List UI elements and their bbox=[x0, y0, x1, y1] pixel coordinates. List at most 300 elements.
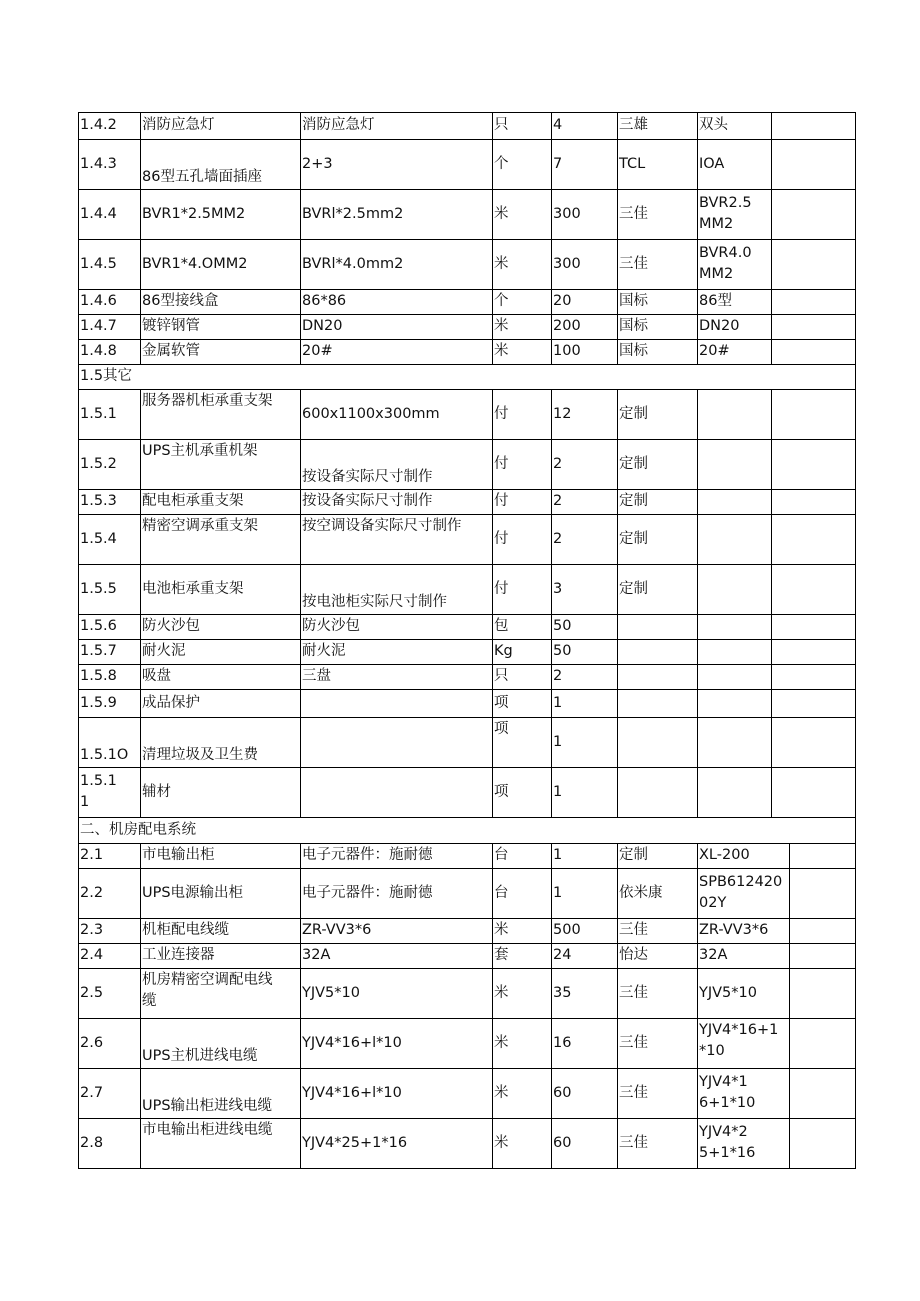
col-rule bbox=[78, 817, 79, 844]
col-rule bbox=[492, 389, 493, 440]
cell-qty: 60 bbox=[553, 1134, 572, 1151]
col-rule bbox=[551, 843, 552, 869]
cell-spec: ZR-VV3*6 bbox=[302, 922, 372, 938]
cell-model: DN20 bbox=[699, 318, 740, 334]
cell-spec: 86*86 bbox=[302, 293, 347, 309]
cell-qty: 4 bbox=[553, 117, 563, 133]
col-rule bbox=[771, 112, 772, 140]
col-rule bbox=[771, 564, 772, 615]
cell-model: YJV4*1 6+1*10 bbox=[699, 1074, 756, 1111]
col-rule bbox=[771, 489, 772, 515]
col-rule bbox=[855, 239, 856, 290]
col-rule bbox=[789, 968, 790, 1019]
cell-brand: 三佳 bbox=[619, 205, 648, 222]
col-rule bbox=[855, 943, 856, 969]
col-rule bbox=[140, 639, 141, 665]
cell-spec: 600x1100x300mm bbox=[302, 405, 440, 422]
cell-unit: 套 bbox=[494, 947, 509, 963]
col-rule bbox=[300, 1068, 301, 1119]
cell-spec: 电子元器件：施耐德 bbox=[302, 884, 433, 901]
col-rule bbox=[551, 639, 552, 665]
col-rule bbox=[492, 489, 493, 515]
cell-brand: 三雄 bbox=[619, 117, 648, 133]
cell-name: 消防应急灯 bbox=[142, 117, 215, 133]
col-rule bbox=[771, 389, 772, 440]
col-rule bbox=[855, 314, 856, 340]
col-rule bbox=[551, 439, 552, 490]
col-rule bbox=[697, 614, 698, 640]
cell-unit: 包 bbox=[494, 618, 509, 634]
col-rule bbox=[617, 439, 618, 490]
col-rule bbox=[492, 717, 493, 768]
col-rule bbox=[697, 1118, 698, 1169]
cell-qty: 2 bbox=[553, 668, 563, 684]
col-rule bbox=[78, 339, 79, 365]
cell-name: 镀锌钢管 bbox=[142, 318, 200, 334]
col-rule bbox=[697, 1018, 698, 1069]
col-rule bbox=[771, 139, 772, 190]
col-rule bbox=[551, 717, 552, 768]
col-rule bbox=[697, 968, 698, 1019]
col-rule bbox=[771, 514, 772, 565]
cell-spec: 消防应急灯 bbox=[302, 117, 375, 133]
cell-unit: 只 bbox=[494, 668, 509, 684]
col-rule bbox=[78, 189, 79, 240]
cell-no: 1.4.7 bbox=[80, 318, 117, 334]
col-rule bbox=[617, 189, 618, 240]
col-rule bbox=[300, 639, 301, 665]
col-rule bbox=[492, 767, 493, 818]
col-rule bbox=[855, 112, 856, 140]
cell-no: 1.5.8 bbox=[80, 668, 117, 684]
cell-model: SPB612420 02Y bbox=[699, 874, 783, 911]
col-rule bbox=[78, 689, 79, 718]
col-rule bbox=[140, 918, 141, 944]
cell-brand: 定制 bbox=[619, 455, 648, 472]
cell-brand: 定制 bbox=[619, 493, 648, 509]
cell-unit: 个 bbox=[494, 155, 509, 172]
col-rule bbox=[300, 614, 301, 640]
cell-spec: YJV5*10 bbox=[302, 984, 360, 1001]
row-rule bbox=[78, 1068, 856, 1069]
col-rule bbox=[697, 239, 698, 290]
col-rule bbox=[855, 564, 856, 615]
col-rule bbox=[78, 968, 79, 1019]
col-rule bbox=[697, 489, 698, 515]
cell-no: 1.5.9 bbox=[80, 694, 117, 711]
col-rule bbox=[300, 564, 301, 615]
cell-name: 86型接线盒 bbox=[142, 293, 219, 309]
col-rule bbox=[300, 868, 301, 919]
row-rule bbox=[78, 339, 856, 340]
col-rule bbox=[300, 717, 301, 768]
cell-qty: 16 bbox=[553, 1034, 572, 1051]
cell-no: 1.5.1O bbox=[80, 747, 129, 763]
col-rule bbox=[300, 767, 301, 818]
cell-spec: 电子元器件：施耐德 bbox=[302, 847, 433, 863]
cell-unit: 米 bbox=[494, 1084, 509, 1101]
col-rule bbox=[617, 943, 618, 969]
col-rule bbox=[617, 339, 618, 365]
col-rule bbox=[855, 489, 856, 515]
col-rule bbox=[697, 339, 698, 365]
cell-unit: 米 bbox=[494, 1034, 509, 1051]
col-rule bbox=[697, 717, 698, 768]
col-rule bbox=[140, 314, 141, 340]
cell-spec: 三盘 bbox=[302, 668, 331, 684]
col-rule bbox=[617, 689, 618, 718]
col-rule bbox=[789, 1118, 790, 1169]
col-rule bbox=[855, 139, 856, 190]
cell-spec: YJV4*16+l*10 bbox=[302, 1034, 402, 1051]
col-rule bbox=[697, 1068, 698, 1119]
col-rule bbox=[551, 664, 552, 690]
cell-no: 2.5 bbox=[80, 984, 104, 1001]
col-rule bbox=[300, 1118, 301, 1169]
col-rule bbox=[697, 564, 698, 615]
cell-qty: 1 bbox=[553, 694, 563, 711]
col-rule bbox=[78, 1018, 79, 1069]
cell-no: 2.2 bbox=[80, 884, 104, 901]
cell-qty: 7 bbox=[553, 155, 563, 172]
col-rule bbox=[617, 514, 618, 565]
col-rule bbox=[697, 664, 698, 690]
cell-unit: 米 bbox=[494, 255, 509, 272]
cell-unit: 米 bbox=[494, 343, 509, 359]
col-rule bbox=[140, 514, 141, 565]
cell-spec: BVRl*4.0mm2 bbox=[302, 255, 404, 272]
row-rule bbox=[78, 112, 856, 113]
cell-no: 1.4.4 bbox=[80, 205, 117, 222]
col-rule bbox=[855, 639, 856, 665]
cell-name: 配电柜承重支架 bbox=[142, 493, 244, 509]
col-rule bbox=[551, 868, 552, 919]
row-rule bbox=[78, 239, 856, 240]
cell-model: YJV4*2 5+1*16 bbox=[699, 1124, 756, 1161]
col-rule bbox=[771, 767, 772, 818]
cell-no: 1.4.2 bbox=[80, 117, 117, 133]
cell-qty: 1 bbox=[553, 733, 563, 750]
row-rule bbox=[78, 564, 856, 565]
col-rule bbox=[140, 339, 141, 365]
col-rule bbox=[697, 289, 698, 315]
cell-spec: YJV4*16+l*10 bbox=[302, 1084, 402, 1101]
col-rule bbox=[140, 843, 141, 869]
cell-unit: 付 bbox=[494, 493, 509, 509]
cell-unit: Kg bbox=[494, 643, 513, 659]
col-rule bbox=[492, 439, 493, 490]
cell-spec: 按设备实际尺寸制作 bbox=[302, 493, 433, 509]
col-rule bbox=[617, 1018, 618, 1069]
col-rule bbox=[78, 767, 79, 818]
cell-model: 20# bbox=[699, 343, 730, 359]
cell-qty: 2 bbox=[553, 493, 563, 509]
col-rule bbox=[492, 139, 493, 190]
row-rule bbox=[78, 364, 856, 365]
col-rule bbox=[300, 918, 301, 944]
cell-qty: 200 bbox=[553, 318, 581, 334]
row-rule bbox=[78, 514, 856, 515]
col-rule bbox=[789, 1068, 790, 1119]
cell-unit: 付 bbox=[494, 405, 509, 422]
cell-brand: 定制 bbox=[619, 530, 648, 547]
col-rule bbox=[551, 239, 552, 290]
col-rule bbox=[140, 664, 141, 690]
col-rule bbox=[771, 614, 772, 640]
cell-spec: 耐火泥 bbox=[302, 643, 346, 659]
col-rule bbox=[617, 717, 618, 768]
col-rule bbox=[617, 918, 618, 944]
col-rule bbox=[492, 1068, 493, 1119]
col-rule bbox=[78, 717, 79, 768]
col-rule bbox=[140, 289, 141, 315]
cell-no: 1.4.5 bbox=[80, 255, 117, 272]
cell-name: 机柜配电线缆 bbox=[142, 922, 229, 938]
col-rule bbox=[78, 843, 79, 869]
col-rule bbox=[855, 614, 856, 640]
col-rule bbox=[300, 239, 301, 290]
cell-spec: 按设备实际尺寸制作 bbox=[302, 469, 433, 485]
col-rule bbox=[300, 189, 301, 240]
cell-qty: 1 bbox=[553, 783, 563, 800]
col-rule bbox=[300, 968, 301, 1019]
cell-no: 2.3 bbox=[80, 922, 104, 938]
col-rule bbox=[789, 1018, 790, 1069]
row-rule bbox=[78, 817, 856, 818]
row-rule bbox=[78, 439, 856, 440]
cell-name: 金属软管 bbox=[142, 343, 200, 359]
col-rule bbox=[855, 767, 856, 818]
cell-spec: 按空调设备实际尺寸制作 bbox=[302, 518, 462, 534]
col-rule bbox=[492, 918, 493, 944]
cell-qty: 60 bbox=[553, 1084, 572, 1101]
row-rule bbox=[78, 664, 856, 665]
row-rule bbox=[78, 689, 856, 690]
cell-no: 1.5.1 bbox=[80, 405, 117, 422]
col-rule bbox=[78, 112, 79, 140]
col-rule bbox=[855, 717, 856, 768]
row-rule bbox=[78, 639, 856, 640]
cell-brand: 三佳 bbox=[619, 1134, 648, 1151]
col-rule bbox=[140, 389, 141, 440]
col-rule bbox=[617, 389, 618, 440]
col-rule bbox=[492, 968, 493, 1019]
col-rule bbox=[492, 1118, 493, 1169]
col-rule bbox=[492, 943, 493, 969]
cell-spec: 32A bbox=[302, 947, 331, 963]
cell-unit: 米 bbox=[494, 922, 509, 938]
cell-model: BVR4.0 MM2 bbox=[699, 245, 752, 282]
cell-qty: 20 bbox=[553, 293, 572, 309]
col-rule bbox=[140, 868, 141, 919]
cell-qty: 100 bbox=[553, 343, 581, 359]
col-rule bbox=[551, 289, 552, 315]
cell-brand: 国标 bbox=[619, 318, 648, 334]
col-rule bbox=[855, 1018, 856, 1069]
cell-brand: TCL bbox=[619, 155, 646, 172]
cell-name: 市电输出柜 bbox=[142, 847, 215, 863]
cell-name: 辅材 bbox=[142, 783, 171, 800]
cell-name: 服务器机柜承重支架 bbox=[142, 393, 273, 409]
cell-qty: 2 bbox=[553, 455, 563, 472]
col-rule bbox=[551, 189, 552, 240]
col-rule bbox=[617, 843, 618, 869]
cell-name: 86型五孔墙面插座 bbox=[142, 169, 262, 185]
cell-name: UPS主机进线电缆 bbox=[142, 1048, 258, 1064]
col-rule bbox=[697, 389, 698, 440]
col-rule bbox=[617, 664, 618, 690]
col-rule bbox=[78, 364, 79, 390]
col-rule bbox=[140, 489, 141, 515]
row-rule bbox=[78, 189, 856, 190]
row-rule bbox=[78, 614, 856, 615]
col-rule bbox=[300, 843, 301, 869]
col-rule bbox=[78, 514, 79, 565]
cell-brand: 三佳 bbox=[619, 1084, 648, 1101]
col-rule bbox=[140, 1018, 141, 1069]
col-rule bbox=[789, 843, 790, 869]
cell-no: 1.5.7 bbox=[80, 643, 117, 659]
col-rule bbox=[140, 717, 141, 768]
cell-name: 防火沙包 bbox=[142, 618, 200, 634]
cell-name: 工业连接器 bbox=[142, 947, 215, 963]
col-rule bbox=[697, 639, 698, 665]
cell-qty: 12 bbox=[553, 405, 572, 422]
col-rule bbox=[789, 868, 790, 919]
cell-model: YJV5*10 bbox=[699, 984, 757, 1001]
cell-brand: 三佳 bbox=[619, 255, 648, 272]
cell-unit: 米 bbox=[494, 318, 509, 334]
col-rule bbox=[617, 289, 618, 315]
col-rule bbox=[551, 314, 552, 340]
cell-brand: 定制 bbox=[619, 405, 648, 422]
col-rule bbox=[551, 943, 552, 969]
section-heading: 二、机房配电系统 bbox=[80, 821, 196, 838]
col-rule bbox=[855, 189, 856, 240]
col-rule bbox=[551, 918, 552, 944]
col-rule bbox=[697, 112, 698, 140]
cell-brand: 依米康 bbox=[619, 884, 663, 901]
col-rule bbox=[78, 943, 79, 969]
cell-name: 电池柜承重支架 bbox=[142, 580, 244, 597]
col-rule bbox=[78, 389, 79, 440]
col-rule bbox=[617, 314, 618, 340]
cell-no: 1.5.2 bbox=[80, 455, 117, 472]
col-rule bbox=[140, 943, 141, 969]
col-rule bbox=[551, 139, 552, 190]
col-rule bbox=[492, 289, 493, 315]
col-rule bbox=[300, 339, 301, 365]
col-rule bbox=[492, 689, 493, 718]
materials-table bbox=[78, 112, 856, 1169]
col-rule bbox=[855, 843, 856, 869]
col-rule bbox=[140, 1118, 141, 1169]
cell-brand: 定制 bbox=[619, 580, 648, 597]
cell-model: BVR2.5 MM2 bbox=[699, 195, 752, 232]
col-rule bbox=[697, 843, 698, 869]
col-rule bbox=[140, 439, 141, 490]
col-rule bbox=[140, 112, 141, 140]
col-rule bbox=[551, 514, 552, 565]
cell-model: 32A bbox=[699, 947, 728, 963]
cell-qty: 50 bbox=[553, 643, 572, 659]
cell-unit: 项 bbox=[494, 721, 509, 737]
col-rule bbox=[492, 239, 493, 290]
col-rule bbox=[697, 689, 698, 718]
row-rule bbox=[78, 1168, 856, 1169]
col-rule bbox=[771, 189, 772, 240]
cell-qty: 24 bbox=[553, 947, 572, 963]
col-rule bbox=[771, 314, 772, 340]
col-rule bbox=[551, 614, 552, 640]
row-rule bbox=[78, 139, 856, 140]
cell-spec: 20# bbox=[302, 343, 333, 359]
col-rule bbox=[78, 439, 79, 490]
cell-model: IOA bbox=[699, 155, 725, 172]
col-rule bbox=[300, 139, 301, 190]
col-rule bbox=[492, 868, 493, 919]
col-rule bbox=[855, 918, 856, 944]
cell-name: 耐火泥 bbox=[142, 643, 186, 659]
col-rule bbox=[551, 767, 552, 818]
col-rule bbox=[300, 439, 301, 490]
cell-name: UPS输出柜进线电缆 bbox=[142, 1098, 273, 1114]
col-rule bbox=[617, 564, 618, 615]
col-rule bbox=[551, 564, 552, 615]
col-rule bbox=[551, 968, 552, 1019]
col-rule bbox=[140, 239, 141, 290]
col-rule bbox=[300, 314, 301, 340]
col-rule bbox=[300, 489, 301, 515]
col-rule bbox=[771, 664, 772, 690]
col-rule bbox=[300, 689, 301, 718]
col-rule bbox=[78, 1068, 79, 1119]
col-rule bbox=[697, 439, 698, 490]
cell-brand: 三佳 bbox=[619, 984, 648, 1001]
col-rule bbox=[855, 1118, 856, 1169]
col-rule bbox=[140, 564, 141, 615]
cell-unit: 付 bbox=[494, 530, 509, 547]
col-rule bbox=[617, 639, 618, 665]
col-rule bbox=[492, 339, 493, 365]
cell-name: 清理垃圾及卫生费 bbox=[142, 747, 258, 763]
cell-spec: BVRl*2.5mm2 bbox=[302, 205, 404, 222]
col-rule bbox=[492, 1018, 493, 1069]
cell-no: 2.7 bbox=[80, 1084, 104, 1101]
col-rule bbox=[492, 639, 493, 665]
cell-name: UPS电源输出柜 bbox=[142, 884, 244, 901]
col-rule bbox=[78, 614, 79, 640]
row-rule bbox=[78, 968, 856, 969]
cell-spec: 2+3 bbox=[302, 155, 333, 172]
col-rule bbox=[789, 918, 790, 944]
col-rule bbox=[78, 314, 79, 340]
col-rule bbox=[140, 767, 141, 818]
col-rule bbox=[551, 1068, 552, 1119]
cell-model: 86型 bbox=[699, 293, 732, 309]
cell-no: 1.5.4 bbox=[80, 530, 117, 547]
col-rule bbox=[140, 689, 141, 718]
col-rule bbox=[300, 112, 301, 140]
col-rule bbox=[855, 689, 856, 718]
col-rule bbox=[771, 439, 772, 490]
col-rule bbox=[697, 139, 698, 190]
cell-qty: 3 bbox=[553, 580, 563, 597]
cell-name: 成品保护 bbox=[142, 694, 200, 711]
cell-no: 1.5.6 bbox=[80, 618, 117, 634]
cell-qty: 1 bbox=[553, 884, 563, 901]
cell-qty: 1 bbox=[553, 847, 563, 863]
